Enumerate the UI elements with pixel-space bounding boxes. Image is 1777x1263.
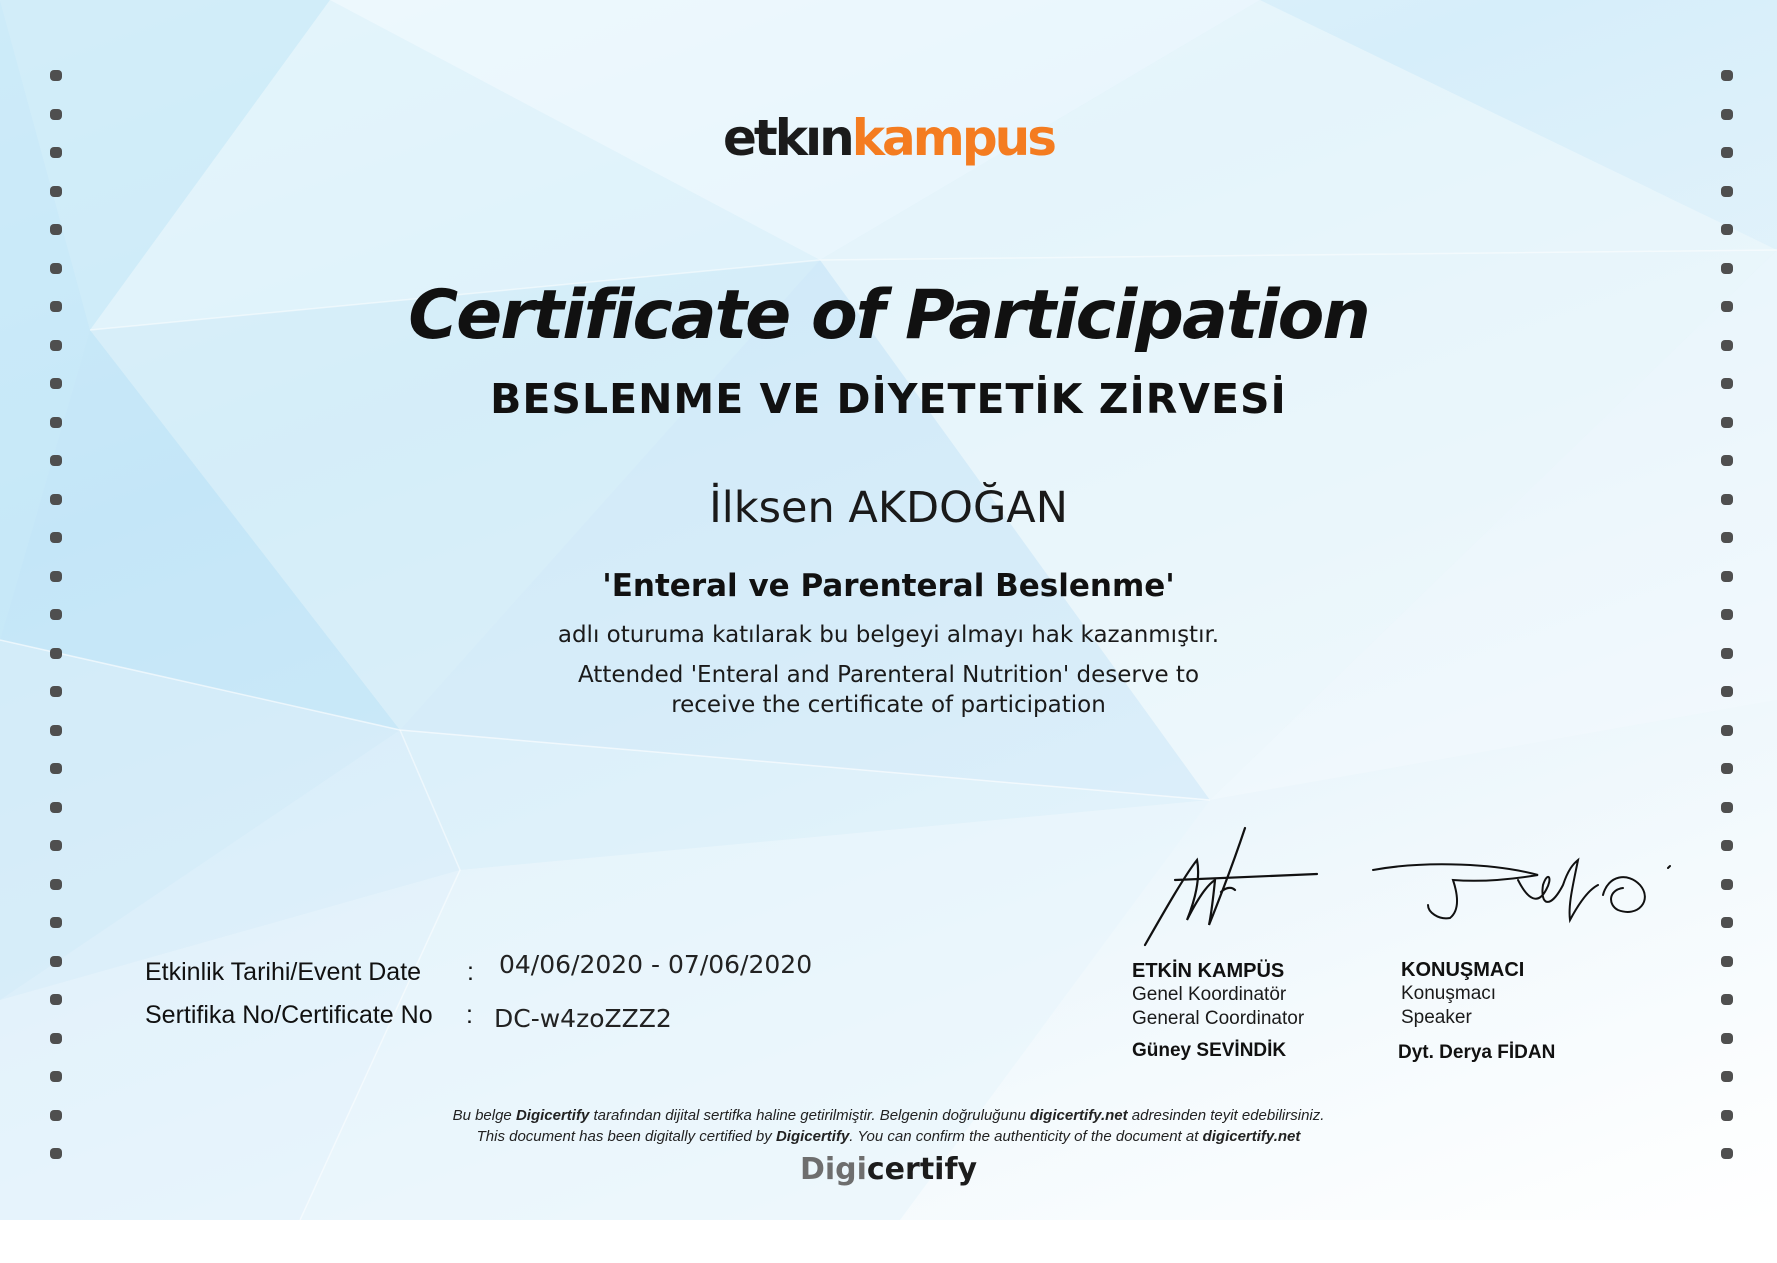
logo-part-2: kampus bbox=[851, 109, 1055, 167]
signature-coordinator bbox=[1135, 820, 1325, 955]
signatory-2-role-tr: Konuşmacı bbox=[1401, 983, 1497, 1004]
signatory-1-title: ETKİN KAMPÜS bbox=[1132, 960, 1285, 982]
etkinkampus-logo bbox=[0, 108, 1777, 168]
session-name: 'Enteral ve Parenteral Beslenme' bbox=[602, 568, 1175, 604]
logo-part-1: etkın bbox=[722, 109, 852, 167]
footer-line-en: This document has been digitally certified by Digicertify. You can confirm the authenticity of the document at digicertify.net bbox=[476, 1128, 1301, 1145]
statement-tr: adlı oturuma katılarak bu belgeyi almayı hak kazanmıştır. bbox=[557, 622, 1220, 648]
signatory-2-name: Dyt. Derya FİDAN bbox=[1398, 1042, 1556, 1063]
signatory-1-role-en: General Coordinator bbox=[1132, 1008, 1305, 1029]
signatory-2-title: KONUŞMACI bbox=[1401, 959, 1525, 981]
signature-speaker bbox=[1368, 850, 1678, 940]
footer-brand-en: Digicertify bbox=[775, 1128, 850, 1145]
event-date-label: Etkinlik Tarihi/Event Date bbox=[145, 958, 422, 986]
statement-en-line-1: Attended 'Enteral and Parenteral Nutrition' deserve to bbox=[577, 662, 1200, 688]
certificate-no-label: Sertifika No/Certificate No bbox=[145, 1001, 433, 1029]
event-date-colon: : bbox=[467, 958, 474, 986]
signatory-1-name: Güney SEVİNDİK bbox=[1132, 1040, 1287, 1061]
footer-site-link-tr[interactable]: digicertify.net bbox=[1029, 1107, 1128, 1124]
certificate-title: Certificate of Participation bbox=[408, 276, 1369, 355]
certificate-no-colon: : bbox=[466, 1001, 473, 1029]
footer-site-link-en[interactable]: digicertify.net bbox=[1202, 1128, 1301, 1145]
event-name: BESLENME VE DİYETETİK ZİRVESİ bbox=[490, 375, 1287, 423]
footer-brand-tr: Digicertify bbox=[515, 1107, 590, 1124]
participant-name: İlksen AKDOĞAN bbox=[709, 483, 1068, 533]
signatory-1-role-tr: Genel Koordinatör bbox=[1132, 984, 1287, 1005]
signatory-2-role-en: Speaker bbox=[1401, 1007, 1472, 1028]
footer-line-tr: Bu belge Digicertify tarafından dijital sertifka haline getirilmiştir. Belgenin doğruluğunu digicertify.net adresinden teyit edebilirsiniz. bbox=[452, 1107, 1325, 1124]
certificate-no-value: DC-w4zoZZZ2 bbox=[494, 1004, 672, 1033]
digicertify-logo: Digicertify bbox=[799, 1152, 978, 1187]
event-date-value: 04/06/2020 - 07/06/2020 bbox=[499, 950, 813, 979]
statement-en-line-2: receive the certificate of participation bbox=[671, 692, 1106, 718]
